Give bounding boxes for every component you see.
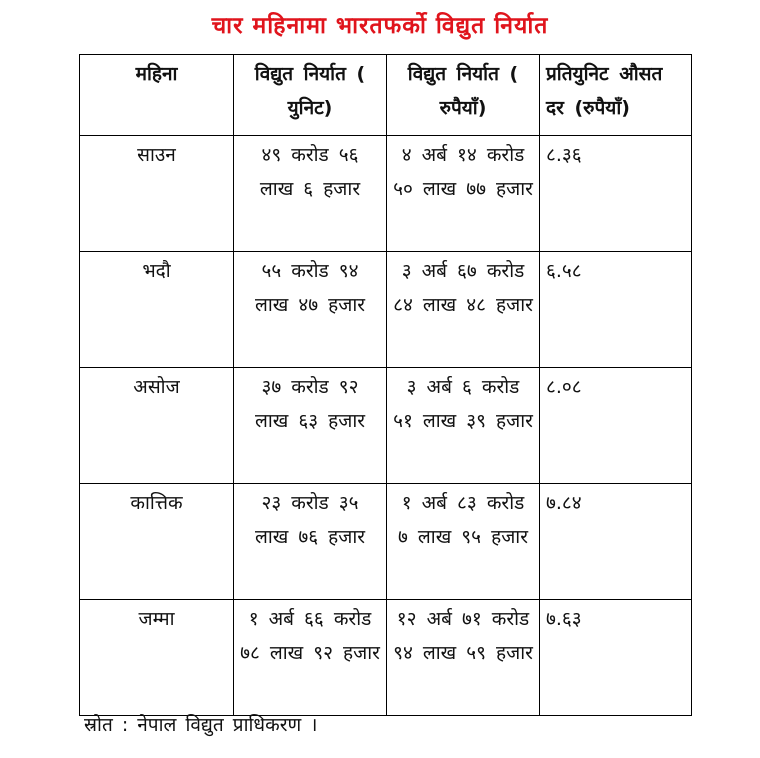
header-units: विद्युत निर्यात ( युनिट) xyxy=(234,55,387,136)
cell-rate: ८.०८ xyxy=(540,368,692,484)
cell-month: असोज xyxy=(80,368,234,484)
table-row xyxy=(80,484,692,600)
table-header-row xyxy=(80,55,692,136)
cell-rate: ७.८४ xyxy=(540,484,692,600)
cell-units: ५५ करोड ९४ लाख ४७ हजार xyxy=(234,252,387,368)
table-row-total xyxy=(80,600,692,716)
cell-units: १ अर्ब ६६ करोड ७८ लाख ९२ हजार xyxy=(234,600,387,716)
cell-month: साउन xyxy=(80,136,234,252)
header-rupees: विद्युत निर्यात ( रुपैयाँ) xyxy=(387,55,540,136)
cell-rate: ८.३६ xyxy=(540,136,692,252)
table-row xyxy=(80,252,692,368)
cell-month: कात्तिक xyxy=(80,484,234,600)
cell-rupees: १ अर्ब ८३ करोड ७ लाख ९५ हजार xyxy=(387,484,540,600)
cell-rate: ६.५८ xyxy=(540,252,692,368)
table-row xyxy=(80,368,692,484)
cell-month: भदौ xyxy=(80,252,234,368)
header-rate: प्रतियुनिट औसत दर (रुपैयाँ) xyxy=(540,55,692,136)
cell-rupees: १२ अर्ब ७१ करोड ९४ लाख ५९ हजार xyxy=(387,600,540,716)
cell-month: जम्मा xyxy=(80,600,234,716)
page-title: चार महिनामा भारतफर्को विद्युत निर्यात xyxy=(211,13,549,39)
cell-units: ४९ करोड ५६ लाख ६ हजार xyxy=(234,136,387,252)
table-row xyxy=(80,136,692,252)
header-month: महिना xyxy=(80,55,234,136)
source-note: स्रोत : नेपाल विद्युत प्राधिकरण । xyxy=(84,714,318,736)
electricity-export-table xyxy=(79,54,692,716)
cell-units: ३७ करोड ९२ लाख ६३ हजार xyxy=(234,368,387,484)
cell-rupees: ३ अर्ब ६७ करोड ८४ लाख ४८ हजार xyxy=(387,252,540,368)
cell-rate: ७.६३ xyxy=(540,600,692,716)
cell-rupees: ३ अर्ब ६ करोड ५१ लाख ३९ हजार xyxy=(387,368,540,484)
cell-units: २३ करोड ३५ लाख ७६ हजार xyxy=(234,484,387,600)
cell-rupees: ४ अर्ब १४ करोड ५० लाख ७७ हजार xyxy=(387,136,540,252)
